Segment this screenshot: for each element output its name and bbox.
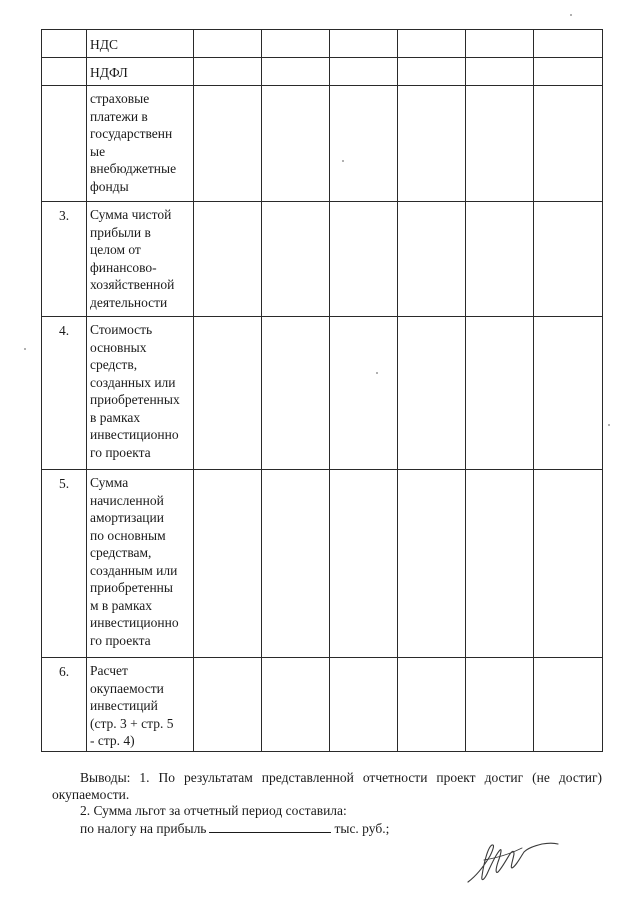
- row-number: 3.: [42, 202, 87, 317]
- empty-cell: [398, 317, 466, 470]
- empty-cell: [330, 658, 398, 752]
- empty-cell: [262, 58, 330, 86]
- empty-cell: [466, 86, 534, 202]
- table-row: [42, 30, 603, 58]
- empty-cell: [534, 86, 603, 202]
- empty-cell: [262, 470, 330, 658]
- scan-speck: [376, 372, 378, 374]
- empty-cell: [330, 317, 398, 470]
- empty-cell: [330, 58, 398, 86]
- tax-unit: тыс. руб.;: [334, 820, 390, 836]
- conclusion-1: Выводы: 1. По результатам представленной отчетности проект достиг (не достиг) окупаемости.: [52, 770, 602, 802]
- row-number: [42, 58, 87, 86]
- empty-cell: [466, 470, 534, 658]
- empty-cell: [534, 30, 603, 58]
- empty-cell: [262, 202, 330, 317]
- empty-cell: [466, 202, 534, 317]
- empty-cell: [262, 30, 330, 58]
- table-row: [42, 317, 603, 470]
- row-number: 5.: [42, 470, 87, 658]
- empty-cell: [398, 30, 466, 58]
- row-label: НДФЛ: [87, 58, 194, 86]
- scan-speck: [608, 424, 610, 426]
- scan-speck: [24, 348, 26, 350]
- empty-cell: [466, 658, 534, 752]
- empty-cell: [194, 658, 262, 752]
- empty-cell: [194, 58, 262, 86]
- table-row: [42, 58, 603, 86]
- scan-speck: [570, 14, 572, 16]
- row-label: Сумма начисленной амортизации по основным средствам, созданным или приобретенны м в рамках инвестиционно го проекта: [87, 470, 194, 658]
- row-number: 6.: [42, 658, 87, 752]
- empty-cell: [330, 30, 398, 58]
- row-number: [42, 86, 87, 202]
- row-label: Расчет окупаемости инвестиций (стр. 3 + стр. 5 - стр. 4): [87, 658, 194, 752]
- empty-cell: [534, 58, 603, 86]
- row-number: 4.: [42, 317, 87, 470]
- empty-cell: [466, 30, 534, 58]
- empty-cell: [466, 58, 534, 86]
- empty-cell: [398, 470, 466, 658]
- row-label: страховые платежи в государственн ые внебюджетные фонды: [87, 86, 194, 202]
- table-row: [42, 86, 603, 202]
- empty-cell: [194, 470, 262, 658]
- table-row: [42, 658, 603, 752]
- empty-cell: [262, 658, 330, 752]
- table-row: [42, 470, 603, 658]
- row-label: Стоимость основных средств, созданных или приобретенных в рамках инвестиционно го проекта: [87, 317, 194, 470]
- table-row: [42, 202, 603, 317]
- report-table: [41, 29, 603, 752]
- scan-speck: [342, 160, 344, 162]
- empty-cell: [398, 58, 466, 86]
- conclusion-2: 2. Сумма льгот за отчетный период составила:: [80, 803, 347, 818]
- empty-cell: [534, 317, 603, 470]
- empty-cell: [398, 86, 466, 202]
- blank-line: [209, 820, 331, 833]
- empty-cell: [194, 86, 262, 202]
- conclusions: [52, 770, 602, 837]
- empty-cell: [534, 202, 603, 317]
- row-number: [42, 30, 87, 58]
- empty-cell: [262, 317, 330, 470]
- row-label: НДС: [87, 30, 194, 58]
- tax-label: по налогу на прибыль: [80, 820, 207, 836]
- empty-cell: [534, 658, 603, 752]
- empty-cell: [262, 86, 330, 202]
- empty-cell: [194, 202, 262, 317]
- row-label: Сумма чистой прибыли в целом от финансово- хозяйственной деятельности: [87, 202, 194, 317]
- empty-cell: [194, 30, 262, 58]
- empty-cell: [330, 470, 398, 658]
- empty-cell: [398, 202, 466, 317]
- signature-icon: [462, 832, 562, 888]
- empty-cell: [330, 202, 398, 317]
- empty-cell: [330, 86, 398, 202]
- empty-cell: [194, 317, 262, 470]
- empty-cell: [534, 470, 603, 658]
- empty-cell: [398, 658, 466, 752]
- empty-cell: [466, 317, 534, 470]
